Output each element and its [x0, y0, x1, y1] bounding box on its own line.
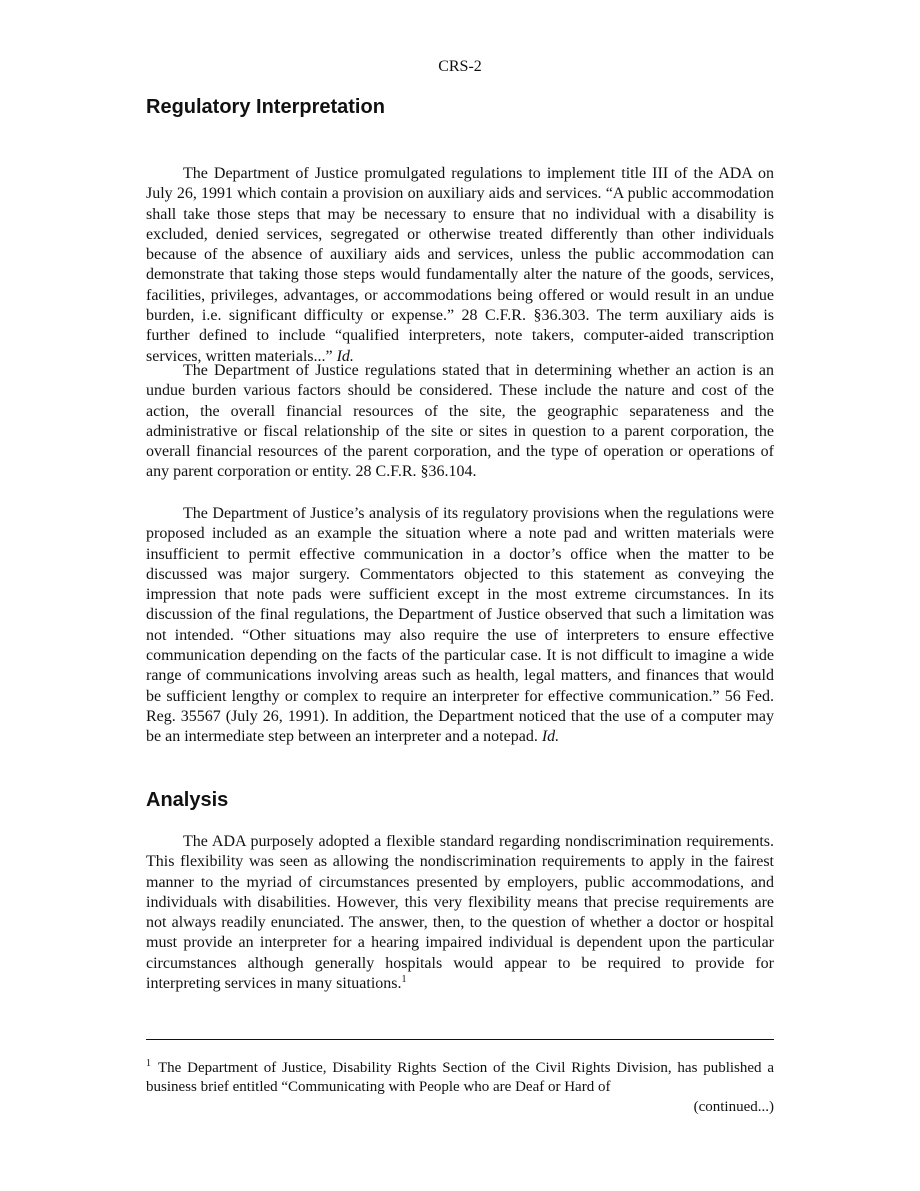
citation-id: Id.: [541, 728, 560, 746]
paragraph-ada-flexibility: [146, 832, 774, 994]
footnote-continued: (continued...): [693, 1099, 774, 1115]
footnote-reference[interactable]: 1: [401, 974, 407, 986]
paragraph-text: The ADA purposely adopted a flexible standard regarding nondiscrimination requirements. This flexibility was seen as allowing the nondiscrimination requirements to apply in the fairest manner to the myriad of circumstances presented by employers, public accommodations, and individuals with disabilities. However, this very flexibility means that precise requirements are not always readily enunciated. The answer, then, to the question of whether a doctor or hospital must provide an interpreter for a hearing impaired individual is dependent upon the particular circumstances although generally hospitals would appear to be required to provide for interpreting services in many situations.: [146, 833, 774, 993]
footnote-divider: [146, 1039, 774, 1040]
paragraph-doj-analysis: [146, 504, 774, 748]
paragraph-regulations: [146, 164, 774, 367]
citation-id: Id.: [336, 347, 354, 365]
page-number-header: CRS-2: [438, 58, 482, 75]
paragraph-undue-burden: The Department of Justice regulations stated that in determining whether an action is an undue burden various factors should be considered. These include the nature and cost of the action, the overall financial resources of the site, the geographic separateness and the administrative or fiscal relationship of the site or sites in question to a parent corporation, the overall financial resources of the parent corporation, and the type of operation or operations of any parent corporation or entity. 28 C.F.R. §36.104.: [146, 362, 774, 481]
footnote-text: The Department of Justice, Disability Rights Section of the Civil Rights Division, has published a business brief entitled “Communicating with People who are Deaf or Hard of: [146, 1060, 774, 1095]
paragraph-text: The Department of Justice promulgated regulations to implement title III of the ADA on July 26, 1991 which contain a provision on auxiliary aids and services. “A public accommodation shall take those steps that may be necessary to ensure that no individual with a disability is excluded, denied services, segregated or otherwise treated differently than other individuals because of the absence of auxiliary aids and services, unless the public accommodation can demonstrate that taking those steps would fundamentally alter the nature of the goods, services, facilities, privileges, advantages, or accommodations being offered or would result in an undue burden, i.e. significant difficulty or expense.” 28 C.F.R. §36.303. The term auxiliary aids is further defined to include “qualified interpreters, note takers, computer-aided transcription services, written materials...”: [146, 165, 774, 365]
footnote: [146, 1059, 774, 1097]
section-heading-regulatory-interpretation: Regulatory Interpretation: [146, 96, 385, 118]
section-heading-analysis: Analysis: [146, 789, 229, 811]
footnote-number: 1: [146, 1058, 151, 1069]
paragraph-text: The Department of Justice’s analysis of its regulatory provisions when the regulations were proposed included as an example the situation where a note pad and written materials were insufficient to permit effective communication in a doctor’s office when the matter to be discussed was major surgery. Commentators objected to this statement as conveying the impression that note pads were sufficient except in the most extreme circumstances. In its discussion of the final regulations, the Department of Justice observed that such a limitation was not intended. “Other situations may also require the use of interpreters to ensure effective communication depending on the facts of the particular case. It is not difficult to imagine a wide range of communications involving areas such as health, legal matters, and finances that would be sufficient lengthy or complex to require an interpreter for effective communication.” 56 Fed. Reg. 35567 (July 26, 1991). In addition, the Department noticed that the use of a computer may be an intermediate step between an interpreter and a notepad.: [146, 505, 774, 746]
